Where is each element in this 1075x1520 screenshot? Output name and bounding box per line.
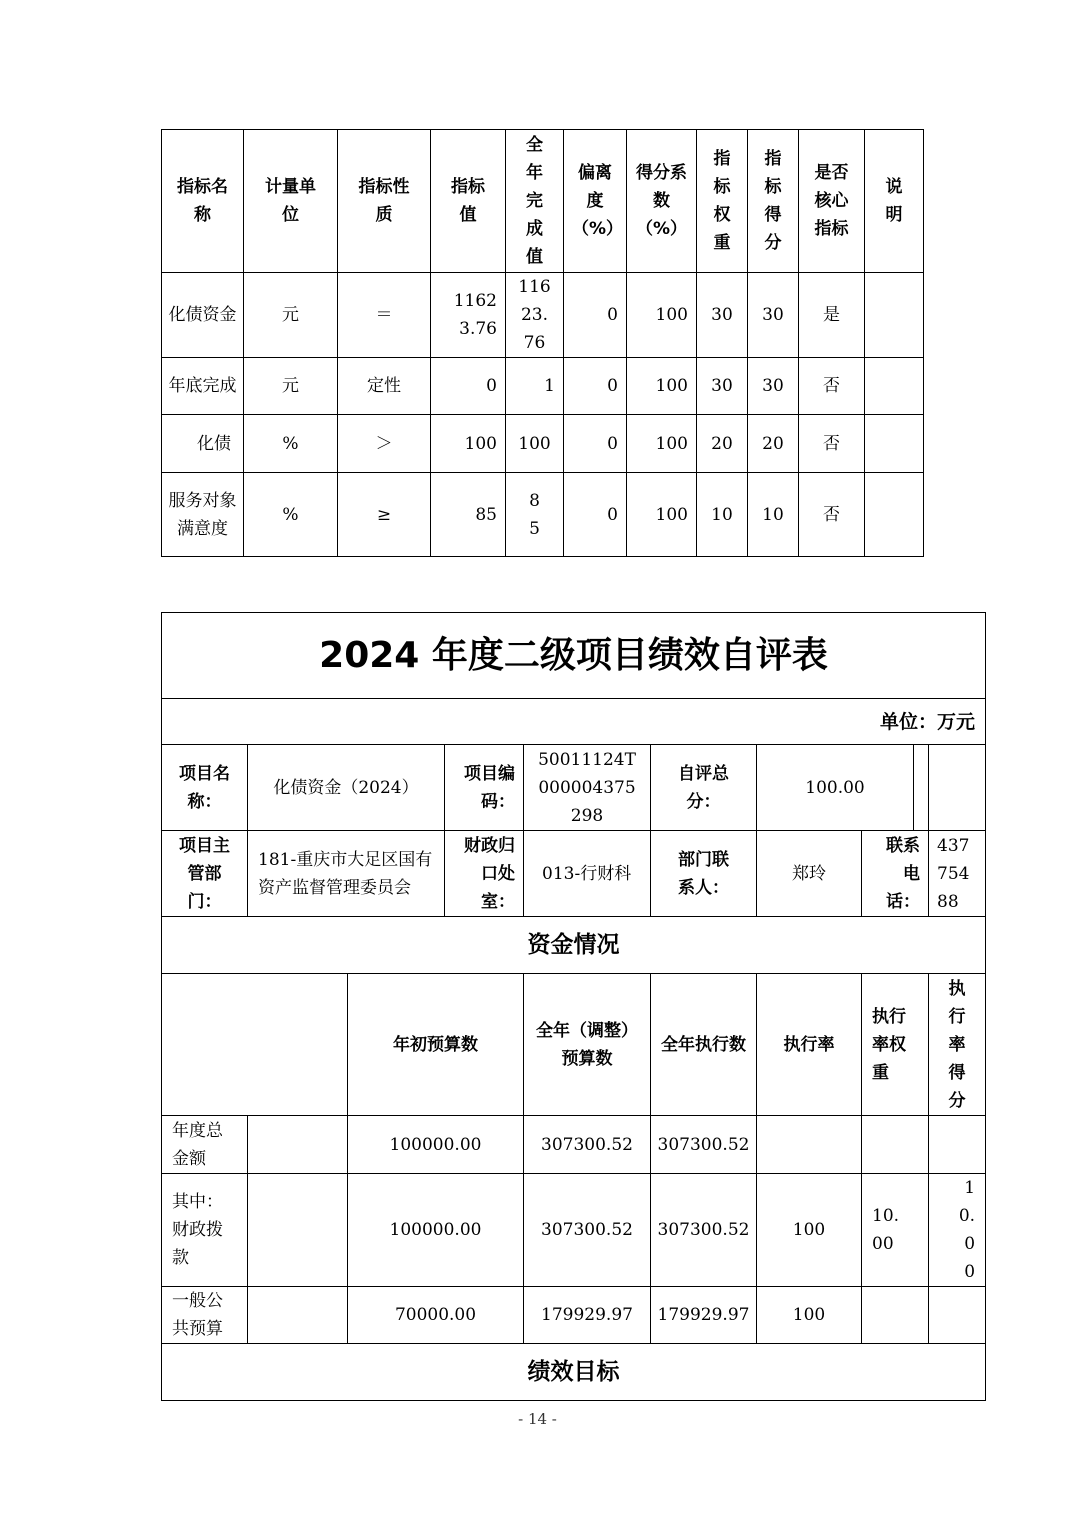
funds-adjusted: 179929.97: [524, 1287, 651, 1344]
funds-rate-weight: [862, 1287, 929, 1344]
indicator-weight: 30: [697, 273, 748, 358]
funds-adjusted: 307300.52: [524, 1116, 651, 1174]
contact-value: 郑玲: [757, 831, 862, 917]
funds-rate: [757, 1116, 862, 1174]
indicator-table: [161, 129, 924, 557]
dept-label: 项目主管部门：: [162, 831, 248, 917]
unit-label: 单位：万元: [162, 699, 986, 745]
funds-row-label: 其中：财政拨款: [162, 1174, 248, 1287]
indicator-coef: 100: [627, 273, 697, 358]
indicator-note: [865, 473, 924, 557]
indicator-unit: %: [244, 415, 338, 473]
funds-header-cell: 执行率得分: [929, 974, 986, 1116]
phone-label: 联系电话：: [862, 831, 929, 917]
indicator-core: 否: [799, 358, 865, 415]
funds-section-row: [162, 917, 986, 974]
dept-info-row: [162, 831, 986, 917]
funds-initial: 70000.00: [348, 1287, 524, 1344]
indicator-score: 30: [748, 273, 799, 358]
indicator-target: 100: [431, 415, 506, 473]
header-cell: 指标值: [431, 130, 506, 273]
indicator-target: 0: [431, 358, 506, 415]
header-cell: 指标得分: [748, 130, 799, 273]
indicator-actual: 1: [506, 358, 564, 415]
funds-header-cell: 全年（调整）预算数: [524, 974, 651, 1116]
form-title-row: [162, 613, 986, 699]
funds-header-cell: 执行率权重: [862, 974, 929, 1116]
phone-value: 43775488: [929, 831, 986, 917]
indicator-header-row: [162, 130, 924, 273]
indicator-coef: 100: [627, 473, 697, 557]
funds-executed: 307300.52: [651, 1116, 757, 1174]
funds-initial: 100000.00: [348, 1174, 524, 1287]
funds-rate-score: 10.00: [929, 1174, 986, 1287]
goals-section-title: 绩效目标: [162, 1344, 986, 1401]
funds-header-cell: 执行率: [757, 974, 862, 1116]
indicator-unit: 元: [244, 358, 338, 415]
table-row: [162, 1116, 986, 1174]
funds-rate: 100: [757, 1287, 862, 1344]
indicator-target: 11623.76: [431, 273, 506, 358]
dept-value: 181-重庆市大足区国有资产监督管理委员会: [248, 831, 445, 917]
indicator-name: 化债资金: [162, 273, 244, 358]
indicator-core: 否: [799, 415, 865, 473]
indicator-name: 化债: [162, 415, 244, 473]
indicator-note: [865, 358, 924, 415]
indicator-name: 年底完成: [162, 358, 244, 415]
indicator-core: 否: [799, 473, 865, 557]
finance-office-value: 013-行财科: [524, 831, 651, 917]
project-code-label: 项目编码：: [445, 745, 524, 831]
finance-office-label: 财政归口处室：: [445, 831, 524, 917]
funds-header-row: [162, 974, 986, 1116]
indicator-actual: 100: [506, 415, 564, 473]
indicator-target: 85: [431, 473, 506, 557]
goals-section-row: [162, 1344, 986, 1401]
indicator-nature: ≥: [338, 473, 431, 557]
indicator-actual: 85: [506, 473, 564, 557]
funds-rate: 100: [757, 1174, 862, 1287]
indicator-deviation: 0: [564, 473, 627, 557]
funds-header-cell: 年初预算数: [348, 974, 524, 1116]
self-score-value: 100.00: [757, 745, 914, 831]
funds-rate-score: [929, 1116, 986, 1174]
empty-cell: [248, 1287, 348, 1344]
header-cell: 是否核心指标: [799, 130, 865, 273]
funds-header-cell: 全年执行数: [651, 974, 757, 1116]
header-cell: 全年完成值: [506, 130, 564, 273]
indicator-deviation: 0: [564, 358, 627, 415]
funds-executed: 307300.52: [651, 1174, 757, 1287]
funds-rate-weight: 10.00: [862, 1174, 929, 1287]
indicator-coef: 100: [627, 415, 697, 473]
indicator-core: 是: [799, 273, 865, 358]
evaluation-form: [161, 612, 986, 1401]
indicator-score: 30: [748, 358, 799, 415]
header-cell: 说明: [865, 130, 924, 273]
indicator-nature: ＞: [338, 415, 431, 473]
indicator-coef: 100: [627, 358, 697, 415]
header-cell: 偏离度（%）: [564, 130, 627, 273]
funds-rate-weight: [862, 1116, 929, 1174]
funds-initial: 100000.00: [348, 1116, 524, 1174]
funds-rate-score: [929, 1287, 986, 1344]
self-score-label: 自评总分：: [651, 745, 757, 831]
indicator-unit: %: [244, 473, 338, 557]
header-cell: 得分系数（%）: [627, 130, 697, 273]
indicator-note: [865, 273, 924, 358]
indicator-note: [865, 415, 924, 473]
table-row: [162, 273, 924, 358]
indicator-actual: 11623.76: [506, 273, 564, 358]
unit-row: [162, 699, 986, 745]
page-number: - 14 -: [518, 1410, 557, 1428]
empty-cell: [929, 745, 986, 831]
funds-adjusted: 307300.52: [524, 1174, 651, 1287]
table-row: [162, 415, 924, 473]
indicator-score: 20: [748, 415, 799, 473]
funds-executed: 179929.97: [651, 1287, 757, 1344]
indicator-nature: ＝: [338, 273, 431, 358]
funds-section-title: 资金情况: [162, 917, 986, 974]
header-cell: 计量单位: [244, 130, 338, 273]
indicator-deviation: 0: [564, 415, 627, 473]
funds-row-label: 年度总金额: [162, 1116, 248, 1174]
project-name-label: 项目名称：: [162, 745, 248, 831]
indicator-weight: 10: [697, 473, 748, 557]
table-row: [162, 1174, 986, 1287]
empty-cell: [248, 1174, 348, 1287]
table-row: [162, 1287, 986, 1344]
table-row: [162, 473, 924, 557]
funds-header-cell: [162, 974, 348, 1116]
form-title: 2024 年度二级项目绩效自评表: [162, 613, 986, 699]
header-cell: 指标名称: [162, 130, 244, 273]
indicator-unit: 元: [244, 273, 338, 358]
indicator-weight: 20: [697, 415, 748, 473]
contact-label: 部门联系人：: [651, 831, 757, 917]
indicator-name: 服务对象满意度: [162, 473, 244, 557]
project-code-value: 50011124T000004375298: [524, 745, 651, 831]
table-row: [162, 358, 924, 415]
project-info-row: [162, 745, 986, 831]
indicator-nature: 定性: [338, 358, 431, 415]
project-name-value: 化债资金（2024）: [248, 745, 445, 831]
indicator-weight: 30: [697, 358, 748, 415]
empty-cell: [248, 1116, 348, 1174]
indicator-score: 10: [748, 473, 799, 557]
funds-row-label: 一般公共预算: [162, 1287, 248, 1344]
header-cell: 指标权重: [697, 130, 748, 273]
indicator-deviation: 0: [564, 273, 627, 358]
empty-cell: [914, 745, 929, 831]
header-cell: 指标性质: [338, 130, 431, 273]
